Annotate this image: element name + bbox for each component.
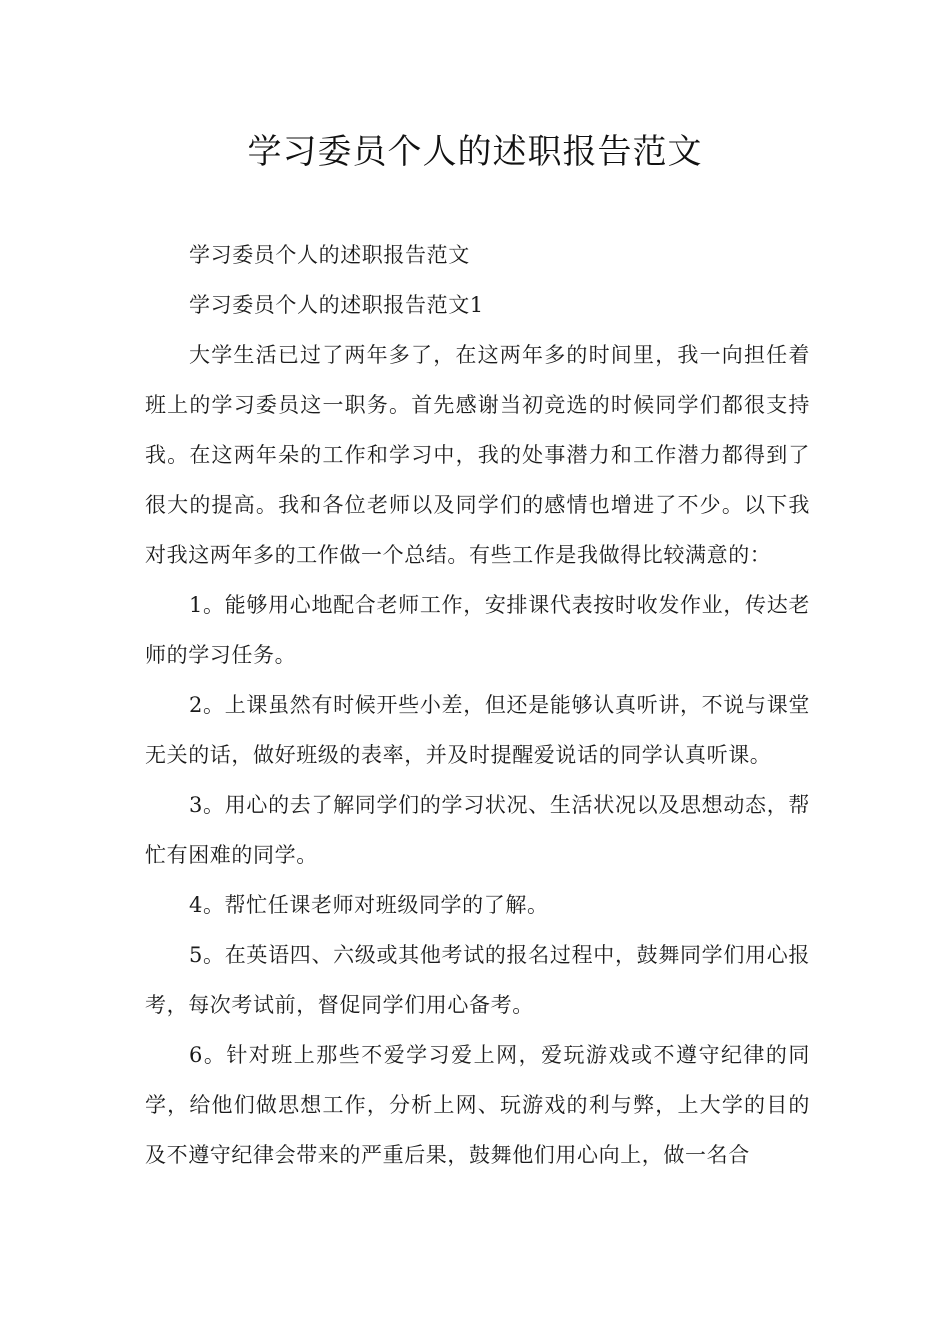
paragraph-item-3: 3。用心的去了解同学们的学习状况、生活状况以及思想动态，帮忙有困难的同学。 bbox=[145, 793, 810, 867]
paragraph-item-2: 2。上课虽然有时候开些小差，但还是能够认真听讲，不说与课堂无关的话，做好班级的表率，并及时提醒爱说话的同学认真听课。 bbox=[145, 693, 810, 767]
paragraph-item-6: 6。针对班上那些不爱学习爱上网，爱玩游戏或不遵守纪律的同学，给他们做思想工作，分析上网、玩游戏的利与弊，上大学的目的及不遵守纪律会带来的严重后果，鼓舞他们用心向上，做一名合 bbox=[145, 1043, 810, 1167]
paragraph-section-heading: 学习委员个人的述职报告范文1 bbox=[189, 293, 484, 317]
paragraph-item-4: 4。帮忙任课老师对班级同学的了解。 bbox=[189, 893, 549, 917]
paragraph-subtitle: 学习委员个人的述职报告范文 bbox=[189, 243, 470, 267]
document-body bbox=[145, 230, 810, 1180]
paragraph-item-1: 1。能够用心地配合老师工作，安排课代表按时收发作业，传达老师的学习任务。 bbox=[145, 593, 810, 667]
document-title: 学习委员个人的述职报告范文 bbox=[247, 132, 703, 172]
paragraph-item-5: 5。在英语四、六级或其他考试的报名过程中，鼓舞同学们用心报考，每次考试前，督促同学们用心备考。 bbox=[145, 943, 810, 1017]
paragraph-intro: 大学生活已过了两年多了，在这两年多的时间里，我一向担任着班上的学习委员这一职务。首先感谢当初竞选的时候同学们都很支持我。在这两年朵的工作和学习中，我的处事潜力和工作潜力都得到了很大的提高。我和各位老师以及同学们的感情也增进了不少。以下我对我这两年多的工作做一个总结。有些工作是我做得比较满意的： bbox=[145, 343, 810, 567]
